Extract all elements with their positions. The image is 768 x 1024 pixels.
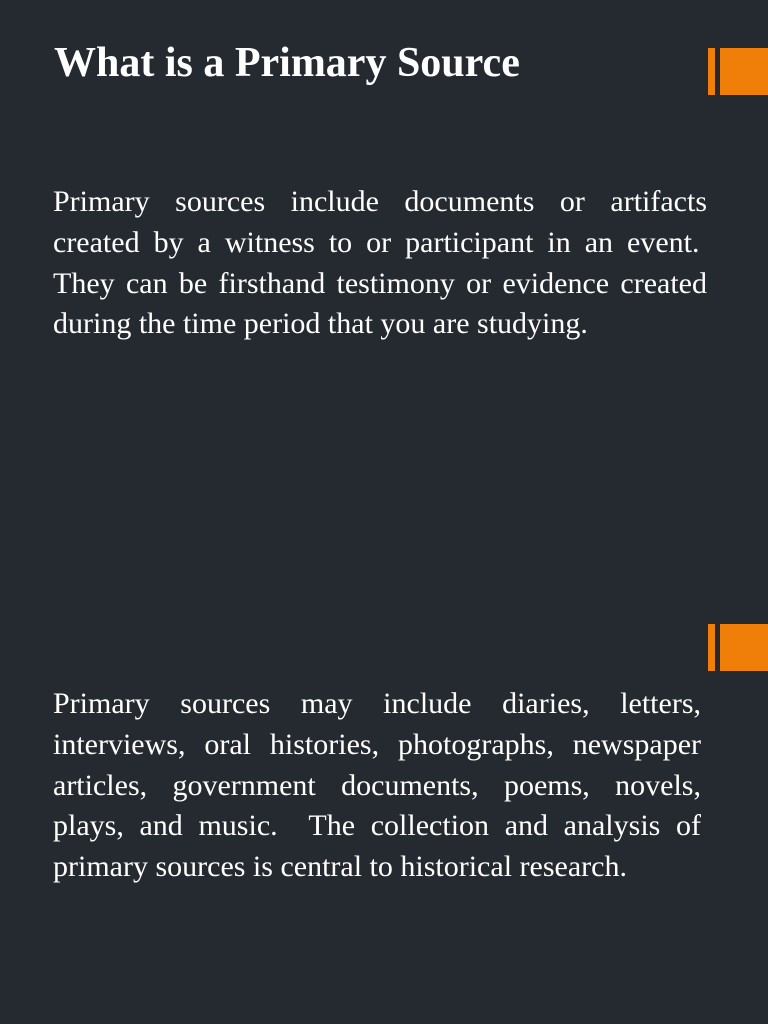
- slide-body-text: Primary sources include documents or artifacts created by a witness to or participant in an event. They can be firsthand testimony or evidence created during the time period that you are studying.: [53, 185, 707, 341]
- accent-bar-thin: [708, 48, 715, 95]
- slide-title: What is a Primary Source: [54, 40, 520, 86]
- accent-bar-thick: [720, 48, 768, 95]
- accent-bar-thin: [708, 624, 715, 671]
- accent-bar-thick: [720, 624, 768, 671]
- slide-body-text: Primary sources may include diaries, letters, interviews, oral histories, photographs, newspaper articles, government documents, poems, novels, plays, and music. The collection and analysis of primary sources is central to historical research.: [53, 687, 701, 884]
- slide-2: [0, 512, 768, 1024]
